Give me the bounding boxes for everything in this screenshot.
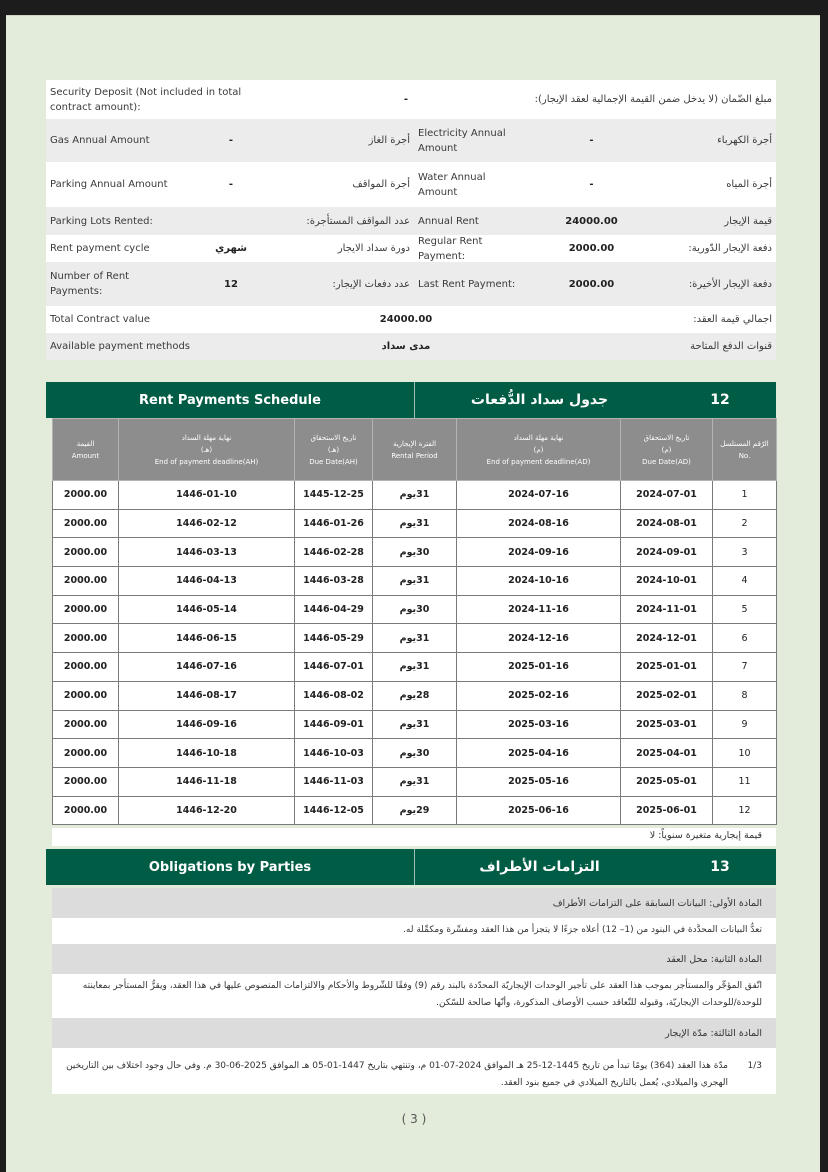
cell-end-ah: 1446-07-16	[119, 653, 295, 682]
cell-period: 31يوم	[373, 624, 457, 653]
payment-cycle-label-ar: دورة سداد الايجار	[337, 243, 410, 254]
total-value-label-ar: اجمالي قيمة العقد:	[693, 314, 772, 325]
total-value: 24000.00	[379, 314, 433, 325]
cell-end-ad: 2025-01-16	[457, 653, 621, 682]
table-row	[53, 767, 777, 796]
schedule-section-number: 12	[710, 392, 730, 408]
table-row	[53, 595, 777, 624]
cell-end-ad: 2024-09-16	[457, 538, 621, 567]
cell-period: 31يوم	[373, 710, 457, 739]
regular-payment-label-ar: دفعة الإيجار الدّورية:	[688, 243, 772, 254]
article-3-clause-number: 1/3	[747, 1061, 762, 1071]
cell-amount: 2000.00	[53, 538, 119, 567]
cell-due-ah: 1446-11-03	[295, 767, 373, 796]
cell-due-ad: 2024-10-01	[621, 567, 713, 596]
cell-amount: 2000.00	[53, 653, 119, 682]
cell-due-ad: 2025-02-01	[621, 681, 713, 710]
schedule-section-header	[46, 382, 776, 418]
cell-due-ad: 2024-07-01	[621, 481, 713, 510]
cell-period: 31يوم	[373, 767, 457, 796]
article-1-title: المادة الأولى: البيانات السابقة على التزامات الأطراف	[52, 888, 776, 918]
cell-due-ah: 1446-07-01	[295, 653, 373, 682]
table-row	[53, 481, 777, 510]
cell-end-ad: 2025-03-16	[457, 710, 621, 739]
cell-no: 8	[713, 681, 777, 710]
cell-no: 3	[713, 538, 777, 567]
water-label: Water Annual Amount	[418, 171, 486, 198]
cell-due-ad: 2025-05-01	[621, 767, 713, 796]
cell-end-ad: 2025-04-16	[457, 739, 621, 768]
total-value-label: Total Contract value	[50, 314, 151, 325]
payment-methods-label: Available payment methods	[50, 341, 190, 352]
article-2-title: المادة الثانية: محل العقد	[52, 944, 776, 974]
num-payments-label: Number of Rent Payments:	[50, 271, 130, 297]
cell-end-ah: 1446-04-13	[119, 567, 295, 596]
gas-label-ar: أجرة الغاز	[368, 135, 410, 146]
cell-end-ah: 1446-02-12	[119, 509, 295, 538]
cell-due-ah: 1446-02-28	[295, 538, 373, 567]
cell-end-ah: 1446-05-14	[119, 595, 295, 624]
cell-due-ah: 1446-08-02	[295, 681, 373, 710]
cell-end-ad: 2025-02-16	[457, 681, 621, 710]
payment-methods-label-ar: قنوات الدفع المتاحة	[690, 341, 772, 352]
cell-due-ah: 1446-01-26	[295, 509, 373, 538]
water-label-ar: أجرة المياه	[726, 179, 772, 190]
table-row	[53, 739, 777, 768]
cell-amount: 2000.00	[53, 624, 119, 653]
num-payments-label-ar: عدد دفعات الإيجار:	[332, 278, 410, 290]
cell-no: 7	[713, 653, 777, 682]
last-payment-label: Last Rent Payment:	[418, 278, 516, 290]
cell-no: 5	[713, 595, 777, 624]
header-due-date-ah: تاريخ الاستحقاق (هـ) Due Date(AH)	[295, 419, 373, 481]
cell-end-ad: 2024-08-16	[457, 509, 621, 538]
cell-period: 31يوم	[373, 509, 457, 538]
cell-end-ah: 1446-09-16	[119, 710, 295, 739]
table-row	[53, 624, 777, 653]
cell-end-ad: 2024-07-16	[457, 481, 621, 510]
cell-period: 28يوم	[373, 681, 457, 710]
regular-payment-value: 2000.00	[568, 243, 615, 254]
gas-label: Gas Annual Amount	[50, 135, 150, 146]
cell-due-ah: 1446-03-28	[295, 567, 373, 596]
contract-info-table	[46, 80, 776, 360]
cell-amount: 2000.00	[53, 595, 119, 624]
cell-period: 30يوم	[373, 538, 457, 567]
cell-due-ad: 2025-03-01	[621, 710, 713, 739]
annual-rent-label-ar: قيمة الإيجار	[724, 215, 772, 227]
header-end-deadline-ah: نهاية مهلة السداد (هـ) End of payment deadline(AH)	[119, 419, 295, 481]
cell-no: 6	[713, 624, 777, 653]
cell-no: 12	[713, 796, 777, 825]
cell-no: 11	[713, 767, 777, 796]
cell-amount: 2000.00	[53, 739, 119, 768]
cell-end-ah: 1446-08-17	[119, 681, 295, 710]
cell-due-ah: 1446-10-03	[295, 739, 373, 768]
annual-rent-value: 24000.00	[565, 215, 618, 227]
header-number: الرّقم المستلسل No.	[713, 419, 777, 481]
payment-schedule-table	[52, 418, 777, 825]
cell-due-ad: 2024-11-01	[621, 595, 713, 624]
cell-period: 30يوم	[373, 595, 457, 624]
electricity-value: -	[589, 135, 594, 146]
cell-period: 31يوم	[373, 481, 457, 510]
schedule-title-ar: جدول سداد الدُّفعات	[414, 382, 664, 418]
cell-amount: 2000.00	[53, 767, 119, 796]
table-row	[53, 710, 777, 739]
table-row	[53, 567, 777, 596]
cell-no: 4	[713, 567, 777, 596]
cell-end-ad: 2024-12-16	[457, 624, 621, 653]
electricity-label-ar: أجرة الكهرباء	[717, 135, 772, 146]
variable-rent-note: قيمة إيجارية متغيرة سنوياً: لا	[52, 828, 776, 846]
obligations-title-en: Obligations by Parties	[148, 859, 312, 875]
parking-label: Parking Annual Amount	[50, 179, 168, 190]
article-1-text: تعدُّ البيانات المحدَّدة في البنود من (1– 12) أعلاه جزءًا لا يتجزأ من هذا العقد ومفسِّرة ومكمِّلة له.	[52, 918, 776, 944]
cell-no: 9	[713, 710, 777, 739]
obligations-section-number: 13	[710, 859, 730, 875]
cell-amount: 2000.00	[53, 710, 119, 739]
cell-end-ad: 2024-10-16	[457, 567, 621, 596]
cell-end-ah: 1446-10-18	[119, 739, 295, 768]
cell-amount: 2000.00	[53, 509, 119, 538]
cell-period: 31يوم	[373, 567, 457, 596]
cell-amount: 2000.00	[53, 681, 119, 710]
cell-end-ad: 2025-05-16	[457, 767, 621, 796]
cell-due-ah: 1446-05-29	[295, 624, 373, 653]
cell-no: 2	[713, 509, 777, 538]
header-end-deadline-ad: نهاية مهلة السداد (م) End of payment deadline(AD)	[457, 419, 621, 481]
table-row	[53, 653, 777, 682]
table-row	[53, 681, 777, 710]
regular-payment-label: Regular Rent Payment:	[418, 235, 483, 262]
cell-end-ah: 1446-12-20	[119, 796, 295, 825]
security-deposit-label: Security Deposit (Not included in total contract amount):	[50, 86, 242, 113]
annual-rent-label: Annual Rent	[418, 215, 479, 227]
cell-due-ad: 2025-01-01	[621, 653, 713, 682]
cell-due-ad: 2024-09-01	[621, 538, 713, 567]
cell-end-ah: 1446-01-10	[119, 481, 295, 510]
cell-period: 31يوم	[373, 653, 457, 682]
table-row	[53, 509, 777, 538]
cell-end-ah: 1446-06-15	[119, 624, 295, 653]
schedule-title-en: Rent Payments Schedule	[139, 392, 321, 408]
article-3-body: مدّة هذا العقد (364) يومًا تبدأ من تاريخ 1445-12-25 هـ الموافق 2024-07-01 م، وتنتهي بتاريخ 1447-01-05 هـ الموافق 2025-06-30 م. وفي حال وجود اختلاف بين التاريخين الهجري والميلادي، يُعمل بالتاريخ الميلادي في جميع بنود العقد.	[66, 1061, 728, 1088]
cell-no: 10	[713, 739, 777, 768]
obligations-section-header	[46, 849, 776, 885]
parking-lots-label: Parking Lots Rented:	[50, 215, 153, 227]
cell-amount: 2000.00	[53, 567, 119, 596]
security-deposit-label-ar: مبلغ الضّمان (لا يدخل ضمن القيمة الإجمالية لعقد الإيجار):	[534, 94, 772, 105]
last-payment-label-ar: دفعة الإيجار الأخيرة:	[688, 278, 772, 290]
payment-methods-value: مدى سداد	[381, 341, 431, 352]
header-amount: القيمة Amount	[53, 419, 119, 481]
cell-due-ah: 1445-12-25	[295, 481, 373, 510]
last-payment-value: 2000.00	[568, 278, 615, 290]
cell-due-ad: 2025-06-01	[621, 796, 713, 825]
electricity-label: Electricity Annual Amount	[418, 127, 506, 154]
parking-lots-label-ar: عدد المواقف المستأجرة:	[306, 215, 410, 227]
cell-amount: 2000.00	[53, 796, 119, 825]
cell-end-ah: 1446-11-18	[119, 767, 295, 796]
parking-label-ar: أجرة المواقف	[352, 179, 410, 190]
cell-due-ad: 2024-08-01	[621, 509, 713, 538]
cell-end-ad: 2025-06-16	[457, 796, 621, 825]
cell-end-ad: 2024-11-16	[457, 595, 621, 624]
cell-end-ah: 1446-03-13	[119, 538, 295, 567]
parking-value: -	[228, 179, 234, 190]
payment-cycle-label: Rent payment cycle	[50, 243, 150, 254]
header-due-date-ad: تاريخ الاستحقاق (م) Due Date(AD)	[621, 419, 713, 481]
gas-value: -	[228, 135, 234, 146]
cell-due-ad: 2024-12-01	[621, 624, 713, 653]
article-3-text	[52, 1048, 776, 1094]
cell-period: 30يوم	[373, 739, 457, 768]
cell-due-ad: 2025-04-01	[621, 739, 713, 768]
article-3-title: المادة الثالثة: مدّة الإيجار	[52, 1018, 776, 1048]
header-rental-period: الفترة الإيجارية Rental Period	[373, 419, 457, 481]
article-2-text: اتّفق المؤجِّر والمستأجر بموجب هذا العقد على تأجير الوحدات الإيجاريّة المحدّدة بالبند رقم (9) وفقًا للشّروط والأحكام والالتزامات المنصوص عليها في هذا العقد، ويقرُّ المستأجر بمعاينته للوحدة/للوحدات الإيجاريّة، وقبوله للتّعاقد حسب الأوصاف المذكورة، وأنّها صالحة للسّكن.	[52, 974, 776, 1018]
table-row	[53, 796, 777, 825]
cell-due-ah: 1446-04-29	[295, 595, 373, 624]
num-payments-value: 12	[224, 278, 238, 290]
page-number: ( 3 )	[401, 1112, 427, 1126]
cell-due-ah: 1446-09-01	[295, 710, 373, 739]
obligations-title-ar: التزامات الأطراف	[414, 849, 664, 885]
cell-due-ah: 1446-12-05	[295, 796, 373, 825]
cell-no: 1	[713, 481, 777, 510]
cell-amount: 2000.00	[53, 481, 119, 510]
security-deposit-value: -	[403, 94, 409, 105]
payment-cycle-value: شهري	[215, 243, 247, 254]
cell-period: 29يوم	[373, 796, 457, 825]
water-value: -	[589, 179, 594, 190]
table-row	[53, 538, 777, 567]
